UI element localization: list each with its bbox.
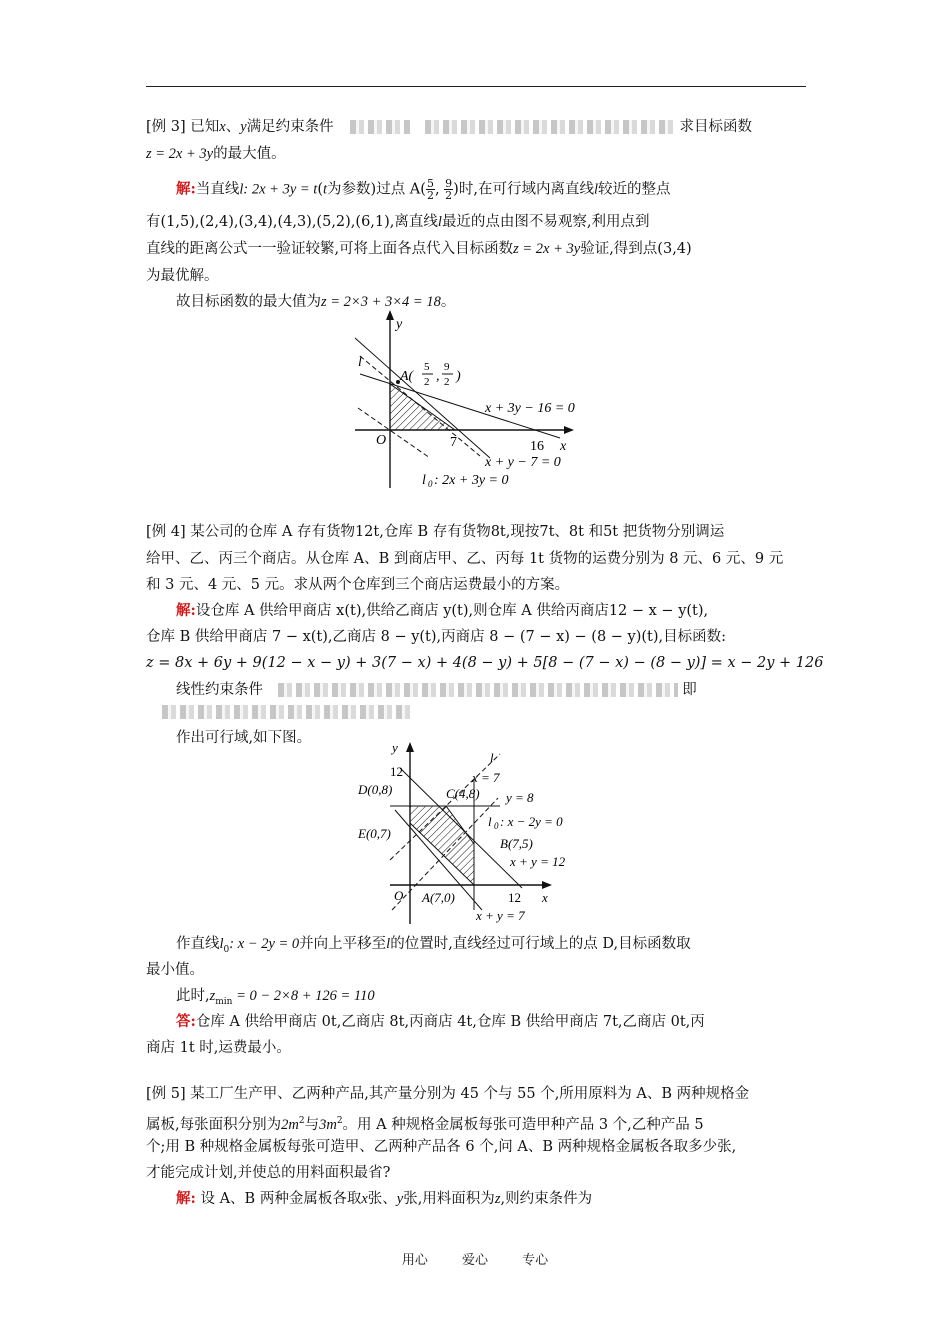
text: 和 3 元、4 元、5 元。求从两个仓库到三个商店运费最小的方案。 bbox=[146, 577, 570, 593]
figure-2 bbox=[350, 740, 600, 925]
ex3-sol1: 解:当直线l: 2x + 3y = t(t为参数)过点 A( $\frac{5}{2}$ , $\frac{9}{2}$ )时,在可行域内离直线l较近的整点 bbox=[176, 177, 671, 202]
area1: 2m bbox=[281, 1116, 299, 1133]
var-x: x bbox=[361, 1191, 368, 1207]
expr: z = 2x + 3y bbox=[513, 241, 581, 257]
label-line1: x + 3y − 16 = 0 bbox=[485, 401, 575, 416]
ex4-s4-cont bbox=[162, 702, 832, 722]
frac-9-2 bbox=[444, 178, 453, 201]
ex3-line2 bbox=[146, 144, 816, 164]
den: 2 bbox=[426, 189, 434, 202]
objective-expr: z = 8x + 6y + 9(12 − x − y) + 3(7 − x) + 4(8 − y) + 5[8 − (7 − x) − (8 − y)] = x − 2y + 126 bbox=[146, 655, 824, 671]
ex4-after3 bbox=[176, 986, 846, 1012]
x-arrow bbox=[564, 426, 574, 434]
label-D: D(0,8) bbox=[358, 782, 393, 797]
label-o: O bbox=[394, 888, 404, 903]
A-num2: 9 bbox=[444, 361, 450, 373]
text: 验证,得到点(3,4) bbox=[580, 241, 692, 257]
text: 设仓库 A 供给甲商店 x(t),供给乙商店 y(t),则仓库 A 供给丙商店12 − x − y(t), bbox=[195, 603, 709, 619]
constraint-image-2 bbox=[425, 120, 675, 134]
answer-label: 答: bbox=[176, 1013, 196, 1030]
var-z: z bbox=[494, 1191, 501, 1207]
label-x7: x = 7 bbox=[472, 770, 500, 785]
text: 即 bbox=[682, 682, 697, 698]
l-sym: l bbox=[593, 181, 598, 198]
feasible-region bbox=[390, 384, 455, 430]
ex3-sol3 bbox=[146, 239, 816, 259]
var-y: y bbox=[240, 119, 247, 135]
constraint-label: 满足约束条件 bbox=[246, 119, 334, 135]
text: 设 A、B 两种金属板各取 bbox=[200, 1191, 362, 1207]
ex5-p3 bbox=[146, 1137, 816, 1157]
x-arrow bbox=[542, 881, 552, 889]
A-den1: 2 bbox=[424, 376, 430, 388]
ex4-p1 bbox=[146, 522, 816, 542]
label-C: C(4,8) bbox=[446, 786, 480, 801]
label-x: x bbox=[560, 439, 567, 454]
text: 为最优解。 bbox=[146, 268, 219, 284]
den: 2 bbox=[445, 189, 453, 202]
feasible-region bbox=[410, 806, 474, 885]
label-l0: l bbox=[422, 473, 426, 488]
tick-x12: 12 bbox=[508, 890, 521, 905]
sub: 0 bbox=[223, 944, 230, 955]
ex3-sol2 bbox=[146, 212, 816, 232]
text: ( bbox=[317, 181, 323, 198]
A-close: ) bbox=[456, 369, 461, 384]
text: [例 5] 某工厂生产甲、乙两种产品,其产量分别为 45 个与 55 个,所用原料为 A、B 两种规格金 bbox=[146, 1086, 750, 1102]
t-sym: t bbox=[323, 181, 328, 198]
label-l0-eq: : 2x + 3y = 0 bbox=[434, 473, 509, 488]
area2: 3m bbox=[319, 1116, 337, 1133]
solution-label: 解: bbox=[176, 1190, 196, 1207]
label-xy7: x + y = 7 bbox=[476, 908, 525, 923]
A-den2: 2 bbox=[444, 376, 450, 388]
ex3-l2b: 的最大值。 bbox=[213, 146, 286, 162]
ex4-after1 bbox=[176, 934, 846, 960]
ex3-sol4 bbox=[146, 266, 816, 286]
frac-5-2 bbox=[426, 178, 435, 201]
text: ,则约束条件为 bbox=[500, 1191, 593, 1207]
figure-1-svg bbox=[340, 308, 600, 493]
tick-y12: 12 bbox=[390, 764, 403, 779]
l0: l bbox=[219, 936, 224, 952]
constraint-image bbox=[278, 683, 678, 697]
label-l0-sub: 0 bbox=[428, 479, 433, 489]
var-x: x bbox=[219, 119, 226, 135]
label-xy12: x + y = 12 bbox=[510, 854, 566, 869]
label-x: x bbox=[542, 890, 548, 905]
label-l: l bbox=[358, 355, 362, 370]
text: 当直线 bbox=[195, 181, 240, 198]
z: z bbox=[209, 988, 216, 1004]
text: 为参数)过点 A bbox=[327, 181, 421, 198]
text: 较近的整点 bbox=[597, 181, 671, 198]
label-line2: x + y − 7 = 0 bbox=[485, 455, 561, 470]
text: 最小值。 bbox=[146, 962, 204, 978]
sub: min bbox=[215, 996, 233, 1007]
text: 商店 1t 时,运费最小。 bbox=[146, 1040, 291, 1056]
ex4-s2 bbox=[146, 627, 816, 647]
text: 作直线 bbox=[176, 936, 220, 952]
figure-1 bbox=[340, 308, 600, 493]
ex5-p1 bbox=[146, 1084, 816, 1104]
text: 的位置时,直线经过可行域上的点 D,目标函数取 bbox=[390, 936, 691, 952]
text: 张,用料面积为 bbox=[403, 1191, 495, 1207]
l: l bbox=[386, 936, 391, 952]
tick-16: 16 bbox=[530, 439, 544, 454]
text: 个;用 B 种规格金属板每张可造甲、乙两种产品各 6 个,问 A、B 两种规格金属板各取多少张, bbox=[146, 1139, 737, 1155]
label-y: y bbox=[392, 740, 398, 755]
constraint-image-2 bbox=[162, 705, 412, 719]
ex4-s4 bbox=[176, 680, 846, 700]
y-arrow bbox=[406, 742, 414, 752]
label-l0-sub: 0 bbox=[494, 821, 499, 831]
num: 9 bbox=[445, 177, 453, 190]
label-y8: y = 8 bbox=[506, 790, 534, 805]
footer: 用心 爱心 专心 bbox=[401, 1253, 549, 1268]
label-E: E(0,7) bbox=[358, 826, 391, 841]
text: 属板,每张面积分别为 bbox=[146, 1116, 282, 1133]
text: 故目标函数的最大值为 bbox=[176, 294, 321, 310]
text: [例 4] 某公司的仓库 A 存有货物12t,仓库 B 存有货物8t,现按7t、8t 和5t 把货物分别调运 bbox=[146, 524, 725, 540]
ex3-line1 bbox=[146, 117, 816, 137]
sep: 、 bbox=[225, 119, 241, 135]
constraint-image-1 bbox=[350, 120, 410, 134]
ex5-s1 bbox=[176, 1189, 846, 1209]
y-arrow bbox=[386, 310, 394, 320]
num: 5 bbox=[426, 177, 434, 190]
sup: 2 bbox=[336, 1116, 343, 1126]
text: 仓库 A 供给甲商店 0t,乙商店 8t,丙商店 4t,仓库 B 供给甲商店 7t,乙商店 0t,丙 bbox=[195, 1014, 705, 1030]
text: 仓库 B 供给甲商店 7 − x(t),乙商店 8 − y(t),丙商店 8 − (7 − x) − (8 − y)(t),目标函数: bbox=[146, 629, 727, 645]
header-rule bbox=[146, 86, 806, 87]
ex4-s1 bbox=[176, 601, 846, 621]
l-sym: l bbox=[437, 214, 442, 230]
objective-expr: z = 2x + 3y bbox=[146, 146, 214, 162]
label-A: A( bbox=[400, 369, 414, 384]
l-sym: l bbox=[239, 181, 244, 198]
expr: : x − 2y = 0 bbox=[229, 936, 300, 952]
label-l0-eq: : x − 2y = 0 bbox=[500, 814, 563, 829]
label-B: B(7,5) bbox=[500, 836, 533, 851]
objective-label: 求目标函数 bbox=[679, 119, 752, 135]
expr: = 0 − 2×8 + 126 = 110 bbox=[232, 988, 375, 1004]
text: 有(1,5),(2,4),(3,4),(4,3),(5,2),(6,1),离直线 bbox=[146, 214, 438, 230]
ex4-p2 bbox=[146, 549, 816, 569]
text: 给甲、乙、丙三个商店。从仓库 A、B 到商店甲、乙、丙每 1t 货物的运费分别为 8 元、6 元、9 元 bbox=[146, 551, 784, 567]
ex4-ans1 bbox=[176, 1012, 846, 1032]
text: 此时, bbox=[176, 988, 210, 1004]
text: 并向上平移至 bbox=[299, 936, 387, 952]
label-l0: l bbox=[488, 814, 492, 829]
solution-label: 解: bbox=[176, 180, 196, 198]
tick-7: 7 bbox=[450, 435, 457, 450]
label-o: O bbox=[376, 433, 387, 448]
var-y: y bbox=[396, 1191, 404, 1207]
text: 最近的点由图不易观察,利用点到 bbox=[441, 214, 650, 230]
text: 作出可行域,如下图。 bbox=[176, 730, 312, 746]
label-y: y bbox=[396, 317, 403, 332]
label-A: A(7,0) bbox=[422, 890, 455, 905]
solution-label: 解: bbox=[176, 602, 196, 619]
expr: : 2x + 3y = t bbox=[243, 181, 318, 198]
ex3-intro: [例 3] 已知 bbox=[146, 119, 220, 135]
text: 线性约束条件 bbox=[176, 682, 263, 698]
text: 。用 A 种规格金属板每张可造甲种产品 3 个,乙种产品 5 bbox=[342, 1116, 704, 1133]
ex4-ans2 bbox=[146, 1038, 816, 1058]
text: 与 bbox=[304, 1116, 320, 1133]
text: 才能完成计划,并使总的用料面积最省? bbox=[146, 1165, 391, 1181]
sup: 2 bbox=[298, 1116, 305, 1126]
text: 张、 bbox=[367, 1191, 397, 1207]
A-num1: 5 bbox=[424, 361, 430, 373]
figure-2-svg bbox=[350, 740, 600, 925]
A-comma: , bbox=[436, 369, 440, 384]
label-l: l bbox=[490, 750, 494, 765]
ex5-p4 bbox=[146, 1163, 816, 1183]
text: 直线的距离公式一一验证较繁,可将上面各点代入目标函数 bbox=[146, 241, 514, 257]
ex4-s3 bbox=[146, 653, 824, 673]
expr: z = 2×3 + 3×4 = 18 bbox=[321, 294, 441, 310]
text: 时,在可行域内离直线 bbox=[458, 181, 594, 198]
ex4-p3 bbox=[146, 575, 816, 595]
ex4-after2 bbox=[146, 960, 816, 980]
text: 。 bbox=[440, 294, 456, 310]
ex5-p2 bbox=[146, 1111, 816, 1135]
